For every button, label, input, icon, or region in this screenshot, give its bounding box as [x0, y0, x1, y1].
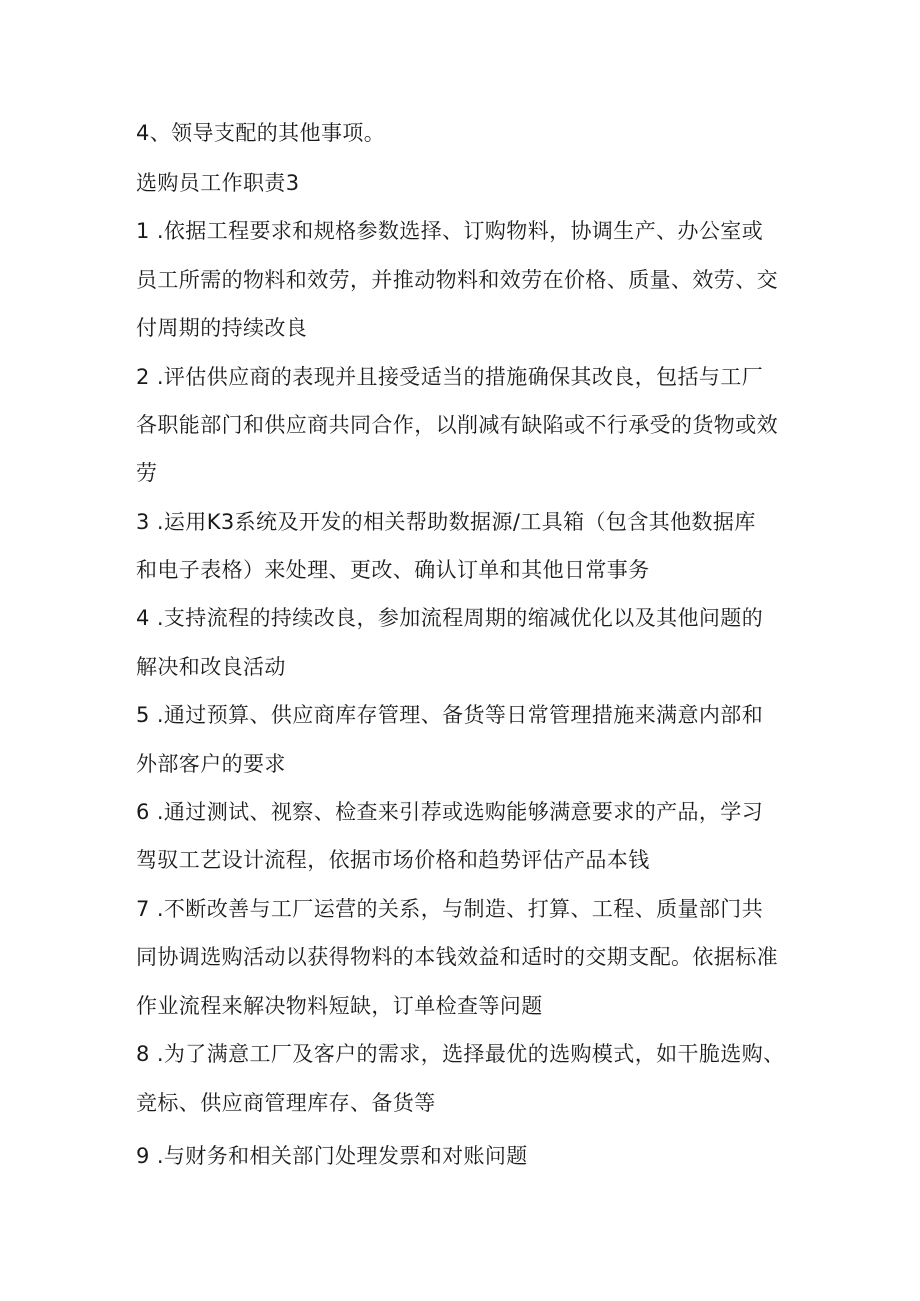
item-4-line-2: 解决和改良活动	[136, 655, 286, 679]
item-2-line-2: 各职能部门和供应商共同合作，以削减有缺陷或不行承受的货物或效	[136, 413, 778, 437]
item-7-line-1: 7 .不断改善与工厂运营的关系，与制造、打算、工程、质量部门共	[136, 897, 764, 921]
item-5-line-2: 外部客户的要求	[136, 752, 286, 776]
item-7-line-3: 作业流程来解决物料短缺，订单检查等问题	[136, 994, 543, 1018]
item-4-line-1: 4 .支持流程的持续改良，参加流程周期的缩减优化以及其他问题的	[136, 606, 764, 630]
item-3-line-2: 和电子表格）来处理、更改、确认订单和其他日常事务	[136, 558, 650, 582]
item-6-line-2: 驾驭工艺设计流程，依据市场价格和趋势评估产品本钱	[136, 848, 650, 872]
item-8-line-1: 8 .为了满意工厂及客户的需求，选择最优的选购模式，如干脆选购、	[136, 1042, 785, 1066]
item-2-line-3: 劳	[136, 461, 158, 485]
item-6-line-1: 6 .通过测试、视察、检查来引荐或选购能够满意要求的产品，学习	[136, 800, 764, 824]
section-title: 选购员工作职责3	[136, 171, 300, 195]
intro-item: 4、领导支配的其他事项。	[136, 121, 386, 145]
item-1-line-3: 付周期的持续改良	[136, 316, 308, 340]
item-3-line-1: 3 .运用K3系统及开发的相关帮助数据源/工具箱（包含其他数据库	[136, 510, 756, 534]
item-2-line-1: 2 .评估供应商的表现并且接受适当的措施确保其改良，包括与工厂	[136, 365, 764, 389]
item-1-line-2: 员工所需的物料和效劳，并推动物料和效劳在价格、质量、效劳、交	[136, 268, 778, 292]
item-8-line-2: 竞标、供应商管理库存、备货等	[136, 1091, 436, 1115]
item-5-line-1: 5 .通过预算、供应商库存管理、备货等日常管理措施来满意内部和	[136, 703, 764, 727]
item-1-line-1: 1 .依据工程要求和规格参数选择、订购物料，协调生产、办公室或	[136, 219, 764, 243]
item-9-line-1: 9 .与财务和相关部门处理发票和对账问题	[136, 1144, 528, 1168]
item-7-line-2: 同协调选购活动以获得物料的本钱效益和适时的交期支配。依据标准	[136, 945, 778, 969]
